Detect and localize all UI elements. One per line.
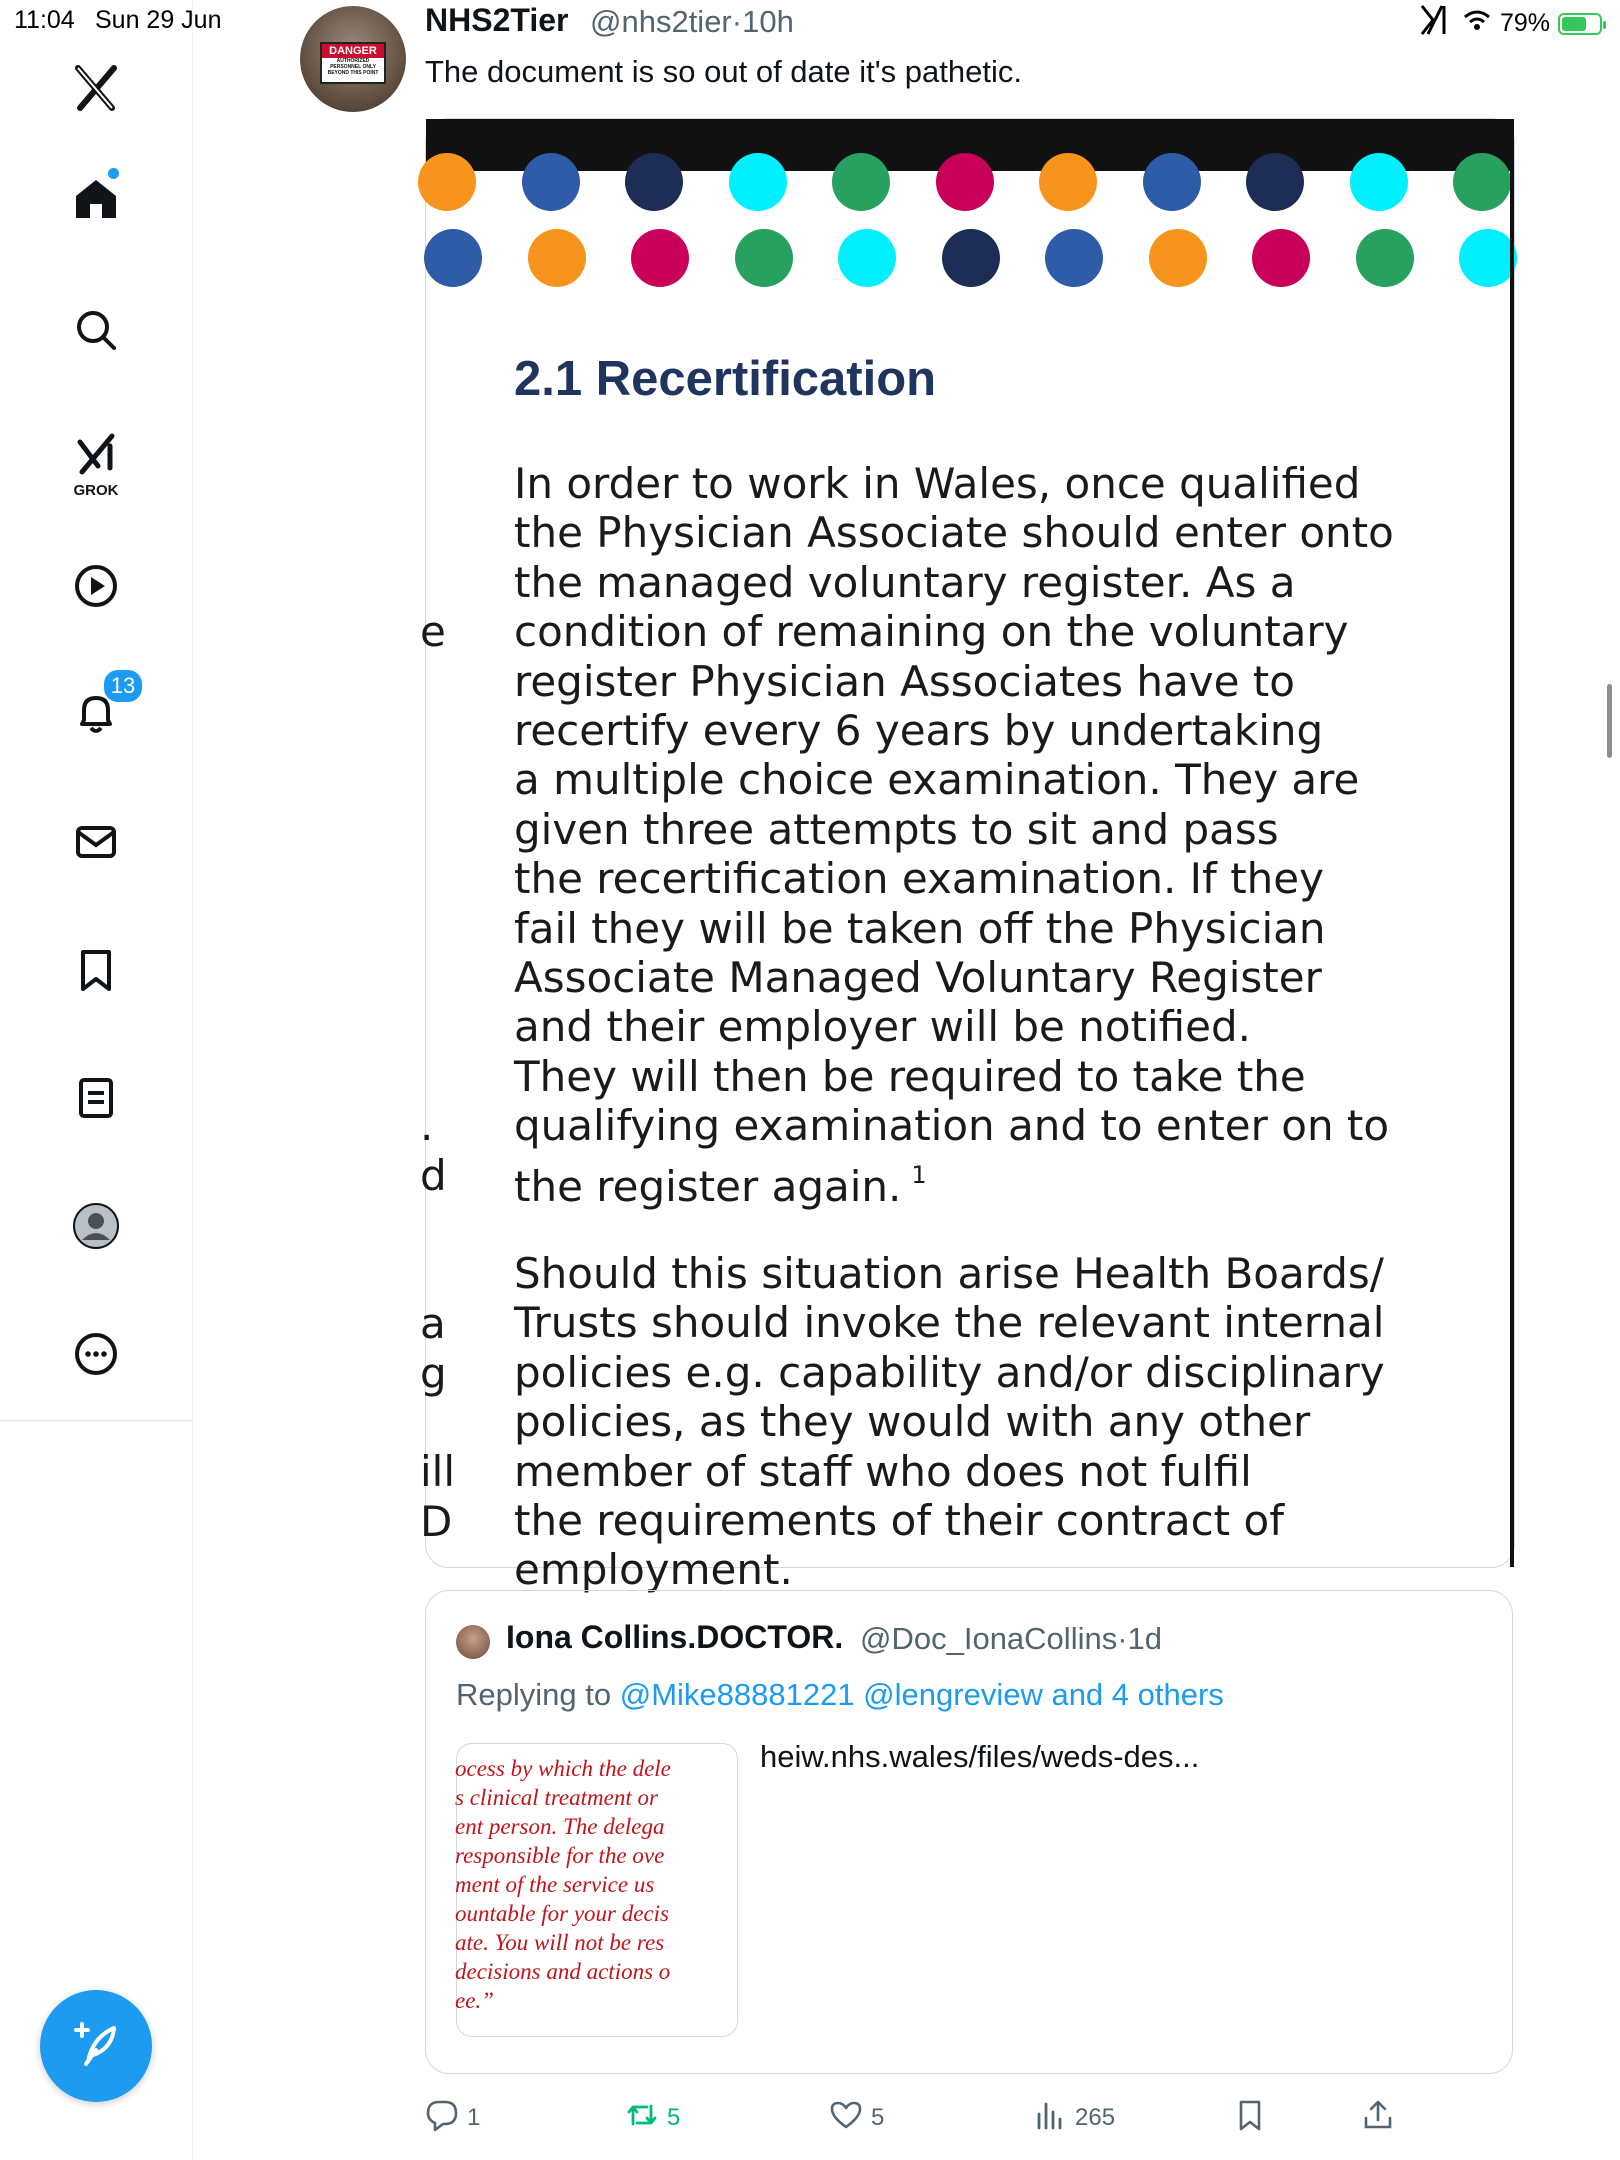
decorative-dot xyxy=(729,153,787,211)
thumbnail-text: ocess by which the dele s clinical treatment or ent person. The delega responsible for the ove ment of the service us ountable for your decis ate. You will not be res decisions and actions o ee.” xyxy=(455,1756,671,2013)
x-status-icon xyxy=(1418,4,1454,43)
status-bar xyxy=(0,0,1620,44)
more-icon xyxy=(72,1330,120,1383)
doc-paragraph-1 xyxy=(514,459,1504,1211)
doc-line: the register again. $^1$ xyxy=(514,1160,927,1211)
nav-bookmarks[interactable] xyxy=(48,932,144,1012)
decorative-dot xyxy=(1350,153,1408,211)
views-button[interactable] xyxy=(1033,2090,1115,2146)
repost-count: 5 xyxy=(667,2104,681,2131)
decorative-dot xyxy=(1149,229,1207,287)
doc-line: the requirements of their contract of xyxy=(514,1496,1284,1546)
footnote-marker: 1 xyxy=(911,1160,927,1189)
bookmark-icon xyxy=(1233,2098,1267,2139)
danger-sign-image: DANGER AUTHORIZED PERSONNEL ONLY BEYOND THIS POINT xyxy=(320,42,386,84)
author-name[interactable]: NHS2Tier xyxy=(425,2,569,38)
reply-icon xyxy=(425,2098,459,2139)
status-right xyxy=(1418,4,1602,43)
play-icon xyxy=(72,562,120,615)
views-count: 265 xyxy=(1075,2104,1116,2131)
doc-line: qualifying examination and to enter on to xyxy=(514,1101,1390,1151)
battery-icon xyxy=(1558,13,1602,35)
notification-badge: 13 xyxy=(102,668,144,704)
share-icon xyxy=(1361,2098,1395,2139)
grok-icon xyxy=(72,432,120,485)
doc-line: Trusts should invoke the relevant internal xyxy=(514,1298,1385,1348)
doc-paragraph-2 xyxy=(514,1249,1504,1595)
scrollbar[interactable] xyxy=(1607,684,1612,758)
decorative-dot xyxy=(1252,229,1310,287)
battery-percent: 79% xyxy=(1499,9,1550,37)
nav-explore[interactable] xyxy=(48,292,144,372)
compose-icon xyxy=(68,2016,124,2077)
status-date: Sun 29 Jun xyxy=(95,6,222,34)
doc-line: and their employer will be notified. xyxy=(514,1002,1251,1052)
decorative-dot xyxy=(1459,229,1517,287)
decorative-dot xyxy=(522,153,580,211)
nav-notifications[interactable] xyxy=(48,673,144,756)
nav-home[interactable] xyxy=(48,160,144,240)
doc-line: a multiple choice examination. They are xyxy=(514,755,1360,805)
cut-off-text: a xyxy=(420,1299,446,1348)
search-icon xyxy=(72,306,120,359)
link-thumbnail[interactable] xyxy=(456,1743,738,2037)
nav-grok[interactable] xyxy=(48,418,144,498)
heart-icon xyxy=(829,2098,863,2139)
doc-line: employment. xyxy=(514,1545,793,1595)
x-logo-icon[interactable] xyxy=(48,48,144,128)
decorative-dot xyxy=(1356,229,1414,287)
reply-count: 1 xyxy=(467,2104,481,2131)
sidebar xyxy=(0,0,193,2160)
nav-video[interactable] xyxy=(48,548,144,628)
decorative-dot xyxy=(936,153,994,211)
tweet-time[interactable]: 10h xyxy=(742,4,794,39)
repost-button[interactable] xyxy=(625,2090,680,2146)
doc-heading: 2.1 Recertification xyxy=(514,352,937,406)
decorative-dot xyxy=(631,229,689,287)
doc-line: policies e.g. capability and/or disciplinary xyxy=(514,1347,1385,1397)
share-button[interactable] xyxy=(1361,2090,1395,2146)
doc-line: recertify every 6 years by undertaking xyxy=(514,706,1324,756)
bookmark-icon xyxy=(72,946,120,999)
link-url[interactable]: heiw.nhs.wales/files/weds-des... xyxy=(760,1739,1200,1774)
decorative-dot xyxy=(1045,229,1103,287)
doc-line: Should this situation arise Health Boards/ xyxy=(514,1249,1384,1298)
author-handle[interactable]: @nhs2tier xyxy=(590,4,732,39)
status-time: 11:04 xyxy=(14,6,75,34)
cut-off-text: ill xyxy=(420,1447,456,1496)
nav-profile[interactable] xyxy=(48,1188,144,1268)
cut-off-text: D xyxy=(420,1497,453,1546)
image-right-bar xyxy=(1510,119,1514,1567)
cut-off-text: e xyxy=(420,607,446,656)
like-count: 5 xyxy=(871,2104,885,2131)
decorative-dot xyxy=(424,229,482,287)
doc-line: fail they will be taken off the Physician xyxy=(514,903,1326,953)
decorative-dot xyxy=(1143,153,1201,211)
tweet-actions xyxy=(425,2090,1513,2146)
decorative-dot xyxy=(418,153,476,211)
doc-line: Associate Managed Voluntary Register xyxy=(514,953,1322,1003)
author-meta: @nhs2tier·10h xyxy=(590,4,794,39)
decorative-dot xyxy=(528,229,586,287)
decorative-dot xyxy=(1039,153,1097,211)
bookmark-button[interactable] xyxy=(1233,2090,1267,2146)
doc-line: They will then be required to take the xyxy=(514,1051,1306,1101)
tweet-image[interactable] xyxy=(420,118,1515,1595)
quoted-tweet-time[interactable]: 1d xyxy=(1127,1621,1163,1656)
doc-line: given three attempts to sit and pass xyxy=(514,804,1279,854)
repost-icon xyxy=(625,2098,659,2139)
doc-line: the managed voluntary register. As a xyxy=(514,557,1296,607)
doc-line: condition of remaining on the voluntary xyxy=(514,607,1349,657)
quoted-author-meta: @Doc_IonaCollins·1d xyxy=(860,1621,1163,1656)
decorative-dot xyxy=(1453,153,1511,211)
mail-icon xyxy=(72,818,120,871)
decorative-dot xyxy=(1246,153,1304,211)
doc-line: policies, as they would with any other xyxy=(514,1397,1311,1447)
home-unread-dot xyxy=(108,168,119,179)
replying-to-users-link[interactable]: @Mike88881221 @lengreview and 4 others xyxy=(619,1677,1224,1712)
decorative-dot xyxy=(625,153,683,211)
grok-label: GROK xyxy=(73,482,119,499)
nav-lists[interactable] xyxy=(48,1060,144,1140)
author-avatar[interactable] xyxy=(300,6,406,112)
decorative-dot xyxy=(838,229,896,287)
list-icon xyxy=(72,1074,120,1127)
doc-line: In order to work in Wales, once qualified xyxy=(514,459,1361,508)
sidebar-divider xyxy=(0,1420,192,1421)
reply-button[interactable] xyxy=(425,2090,480,2146)
doc-line: the recertification examination. If they xyxy=(514,854,1324,904)
quoted-author-avatar[interactable] xyxy=(456,1625,490,1659)
cut-off-text: . xyxy=(420,1101,434,1150)
tweet-text: The document is so out of date it's pathetic. xyxy=(425,54,1022,89)
views-icon xyxy=(1033,2098,1067,2139)
quoted-author-name[interactable]: Iona Collins.DOCTOR. xyxy=(506,1619,844,1655)
cut-off-text: g xyxy=(420,1349,447,1398)
cut-off-text: d xyxy=(420,1151,447,1200)
compose-button[interactable] xyxy=(40,1990,152,2102)
doc-line: member of staff who does not fulfil xyxy=(514,1446,1252,1496)
home-icon xyxy=(72,174,120,227)
like-button[interactable] xyxy=(829,2090,884,2146)
decorative-dot xyxy=(832,153,890,211)
nav-more[interactable] xyxy=(48,1316,144,1396)
quoted-tweet[interactable] xyxy=(425,1590,1513,2074)
doc-line: the Physician Associate should enter onto xyxy=(514,508,1394,558)
wifi-icon xyxy=(1462,8,1492,39)
avatar-icon xyxy=(72,1202,120,1255)
decorative-dot xyxy=(735,229,793,287)
decorative-dot xyxy=(942,229,1000,287)
doc-line: register Physician Associates have to xyxy=(514,656,1295,706)
nav-messages[interactable] xyxy=(48,804,144,884)
quoted-author-handle[interactable]: @Doc_IonaCollins xyxy=(860,1621,1118,1656)
replying-to: Replying to @Mike88881221 @lengreview and 4 others xyxy=(456,1677,1224,1712)
